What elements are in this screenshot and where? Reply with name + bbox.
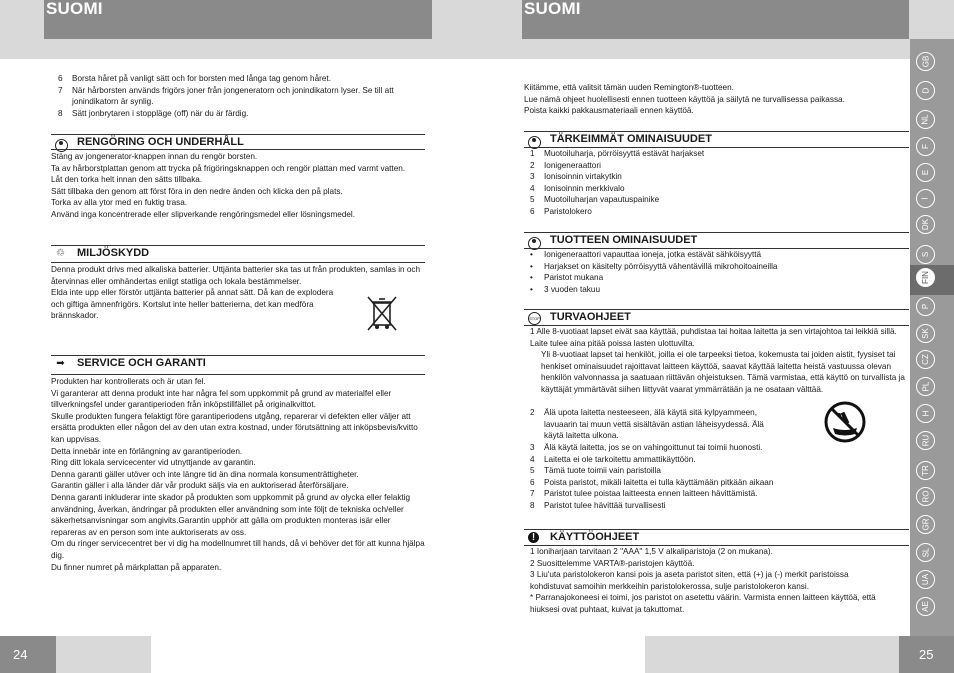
header-bar: [522, 0, 909, 39]
section-title: SERVICE OCH GARANTI: [77, 357, 206, 369]
list-item: 8 Sätt jonbrytaren i stoppläge (off) när du är färdig.: [58, 108, 249, 118]
section-product-features-header: [524, 232, 909, 247]
language-tab-ua[interactable]: UA: [916, 570, 935, 589]
language-tab-nl[interactable]: NL: [916, 110, 935, 129]
list-item: 4 Laitetta ei ole tarkoitettu ammattikäyttöön.: [530, 454, 696, 464]
language-tab-d[interactable]: D: [916, 81, 935, 100]
language-tab-i[interactable]: I: [916, 189, 935, 208]
language-tab-h[interactable]: H: [916, 404, 935, 423]
language-tab-f[interactable]: F: [916, 137, 935, 156]
safety-item-1b: Yli 8-vuotiaat lapset tai henkilöt, joilla ei ole tarpeeksi tietoa, kokemusta tai joiden aistit, fyysiset tai henkiset ominaisuudet rajoittavat laitteen käyttöä, saavat käyttää laitetta heistä vastuussa olevan henkilön valvonnassa ja saatuaan riittävän ohjeistuksen. Tämä varmistaa, että käyttö on turvallista ja käyttäjät ymmärtävät siihen liittyvät vaarat ymmärrätään ja ne osataan välttää.: [541, 350, 905, 394]
list-item: • Harjakset on käsitelty pörröisyyttä vähentävillä mikrohoitoaineilla: [530, 261, 778, 271]
language-tab-sk[interactable]: SK: [916, 324, 935, 343]
list-item: 6 Borsta håret på vanligt sätt och for borsten med långa tag genom håret.: [58, 74, 331, 83]
page-number: 25: [899, 636, 954, 673]
language-tab-sl[interactable]: SL: [916, 543, 935, 562]
list-item: * Parranajokoneesi ei toimi, jos paristot on asetettu väärin. Varmista ennen laitteen käyttöä, että hiuksesi ovat puhtaat, kuivat ja takuttomat.: [530, 593, 876, 614]
list-item: 3 Älä käytä laitetta, jos se on vahingoittunut tai toimii huonosti.: [530, 443, 763, 452]
list-item: 4 Ionisoinnin merkkivalo: [530, 183, 625, 193]
list-item: 8 Paristot tulee hävittää turvallisesti: [530, 500, 666, 510]
list-item: 3 Ionisoinnin virtakytkin: [530, 172, 622, 182]
environment-text: Denna produkt drivs med alkaliska batterier. Uttjänta batterier ska tas ut från produkten, samlas in och återvinnas eller omhändertas enligt statliga och lokala bestämmelser. Elda inte upp eller förstör uttjänta batterier på annat sätt. Då kan de explodera och giftiga ämnenfrigörs. Kortslut inte heller batterierna, det kan medföra brännskador.: [51, 265, 421, 321]
header-bar: [44, 0, 432, 39]
language-tab-s[interactable]: S: [916, 245, 935, 264]
list-item: 6 Paristolokero: [530, 206, 592, 216]
list-item: • Paristot mukana: [530, 273, 604, 283]
page-number: 24: [0, 636, 56, 673]
list-item: • Ionigeneraattori vapauttaa ioneja, jotka estävät sähköisyyttä: [530, 250, 762, 259]
safety-item-2: 2 Älä upota laitetta nesteeseen, älä käytä sitä kylpyammeen, lavuaarin tai muun vettä sisältävän astian läheisyydessä. Älä käytä laitetta ulkona.: [530, 408, 764, 441]
service-text: Produkten har kontrollerats och är utan fel. Vi garanterar att denna produkt inte har några fel som uppkommit på grund av materialfel eller tillverkningsfel under garantiperioden från inköpstillfället på originalkvittot. Skulle produkten fungera felaktigt före garantiperiodens utgång, reparerar vi defekten eller väljer att ersätta produkten eller någon del av den utan extra kostnad, under förutsättning att inköpsbevis/kvitto kan uppvisas. Detta innebär inte en förlängning av garantiperioden. Ring ditt lokala servicecenter vid utnyttjande av garantin. Denna garanti gäller utöver och inte längre tid än dina normala konsumenträttigheter. Garantin gäller i alla länder där vår produkt säljs via en auktoriserad återförsäljare. Denna garanti inkluderar inte skador på produkten som uppkommit på grund av olycka eller felaktig användning, åverkan, ändringar på produkten eller användning som inte följt de tekniska och/eller säkerhetsanvisningar som angivits.Garantin upphör att gälla om produkten monteras isär eller repareras av en person som inte auktoriserats av oss. Om du ringer servicecentret ber vi dig ha modellnumret till hands, då vi behöver det för att kunna hjälpa dig. Du finner numret på märkplattan på apparaten.: [51, 377, 425, 572]
list-item: 3 Liu'uta paristolokeron kansi pois ja aseta paristot siten, että (+) ja (-) merkit paristoissa kohdistuvat samoihin merkkeihin paristolokerossa, sulje paristolokeron kansi.: [530, 570, 849, 591]
language-tab-gb[interactable]: GB: [916, 52, 935, 71]
section-title: MILJÖSKYDD: [77, 247, 150, 259]
section-title: TÄRKEIMMÄT OMINAISUUDET: [550, 133, 712, 145]
section-cleaning-header: [51, 134, 425, 149]
language-tab-p[interactable]: P: [916, 297, 935, 316]
cleaning-text: Stäng av jongenerator-knappen innan du rengör borsten. Ta av hårborstplattan genom att trycka på frigöringsknappen och rengör plattan med varmt vatten. Låt den torka helt innan den sätts tillbaka. Sätt tillbaka den genom att först föra in den nedre änden och klicka den på plats. Torka av alla ytor med en fuktig trasa. Använd inga koncentrerade eller slipverkande rengöringsmedel eller lösningsmedel.: [51, 152, 406, 219]
language-tab-e[interactable]: E: [916, 163, 935, 182]
section-title: KÄYTTÖOHJEET: [550, 531, 640, 543]
section-title: TURVAOHJEET: [550, 311, 631, 323]
section-safety-header: [524, 309, 909, 324]
section-title: RENGÖRING OCH UNDERHÅLL: [77, 136, 244, 148]
section-environment-header: [51, 245, 425, 260]
language-tab-ro[interactable]: RO: [916, 487, 935, 506]
list-item: 5 Muotoiluharjan vapautuspainike: [530, 195, 660, 205]
section-instructions-header: [524, 529, 909, 544]
main-features-list: [530, 148, 900, 218]
crossed-bin-icon: [364, 293, 400, 333]
safety-item-1: 1 Alle 8-vuotiaat lapset eivät saa käyttää, puhdistaa tai hoitaa laitetta ja sen virtajohtoa tai leikkiä sillä. Laite tulee aina pitää poissa lasten ulottuvilta.: [530, 327, 897, 348]
section-service-header: [51, 355, 425, 370]
page-title: SUOMI: [46, 0, 103, 18]
list-item: 7 När hårborsten används frigörs joner från jongeneratorn och jonindikatorn lyser. Se till att jonindikatorn är synlig.: [58, 85, 394, 107]
intro-list: [58, 73, 423, 119]
stop-icon: STOP: [528, 312, 541, 325]
recycle-icon: ♲: [56, 248, 65, 259]
section-main-features-header: [524, 131, 909, 146]
right-page: [477, 0, 954, 673]
language-tab-fin[interactable]: FIN: [916, 268, 935, 287]
page-title: SUOMI: [524, 0, 581, 18]
language-tab-pl[interactable]: PL: [916, 377, 935, 396]
list-item: 6 Poista paristot, mikäli laitetta ei tulla käyttämään pitkään aikaan: [530, 477, 774, 487]
language-tab-gr[interactable]: GR: [916, 515, 935, 534]
language-tab-ru[interactable]: RU: [916, 431, 935, 450]
product-features-list: [530, 249, 900, 295]
no-water-icon: [824, 401, 866, 443]
list-item: 1 Muotoiluharja, pörröisyyttä estävät harjakset: [530, 149, 705, 158]
language-tab-cz[interactable]: CZ: [916, 350, 935, 369]
instructions-list: [530, 546, 890, 616]
section-title: TUOTTEEN OMINAISUUDET: [550, 234, 698, 246]
language-tab-ae[interactable]: AE: [916, 597, 935, 616]
safety-list: [530, 442, 900, 512]
list-item: • 3 vuoden takuu: [530, 284, 600, 294]
language-tab-dk[interactable]: DK: [916, 215, 935, 234]
intro-text: Kiitämme, että valitsit tämän uuden Remington®-tuotteen. Lue nämä ohjeet huolellisesti ennen tuotteen käyttöä ja säilytä ne turvallisessa paikassa. Poista kaikki pakkausmateriaali ennen käyttöä.: [524, 83, 845, 116]
list-item: 7 Paristot tulee poistaa laitteesta ennen laitteen hävittämistä.: [530, 489, 758, 499]
list-item: 2 Ionigeneraattori: [530, 160, 601, 170]
list-item: 5 Tämä tuote toimii vain paristoilla: [530, 466, 661, 476]
arrow-right-icon: ➡: [56, 358, 65, 369]
language-tab-tr[interactable]: TR: [916, 461, 935, 480]
warning-icon: !: [528, 532, 539, 543]
list-item: 2 Suosittelemme VARTA®-paristojen käyttöä.: [530, 558, 695, 568]
list-item: 1 Ioniharjaan tarvitaan 2 "AAA" 1,5 V alkaliparistoja (2 on mukana).: [530, 547, 773, 556]
